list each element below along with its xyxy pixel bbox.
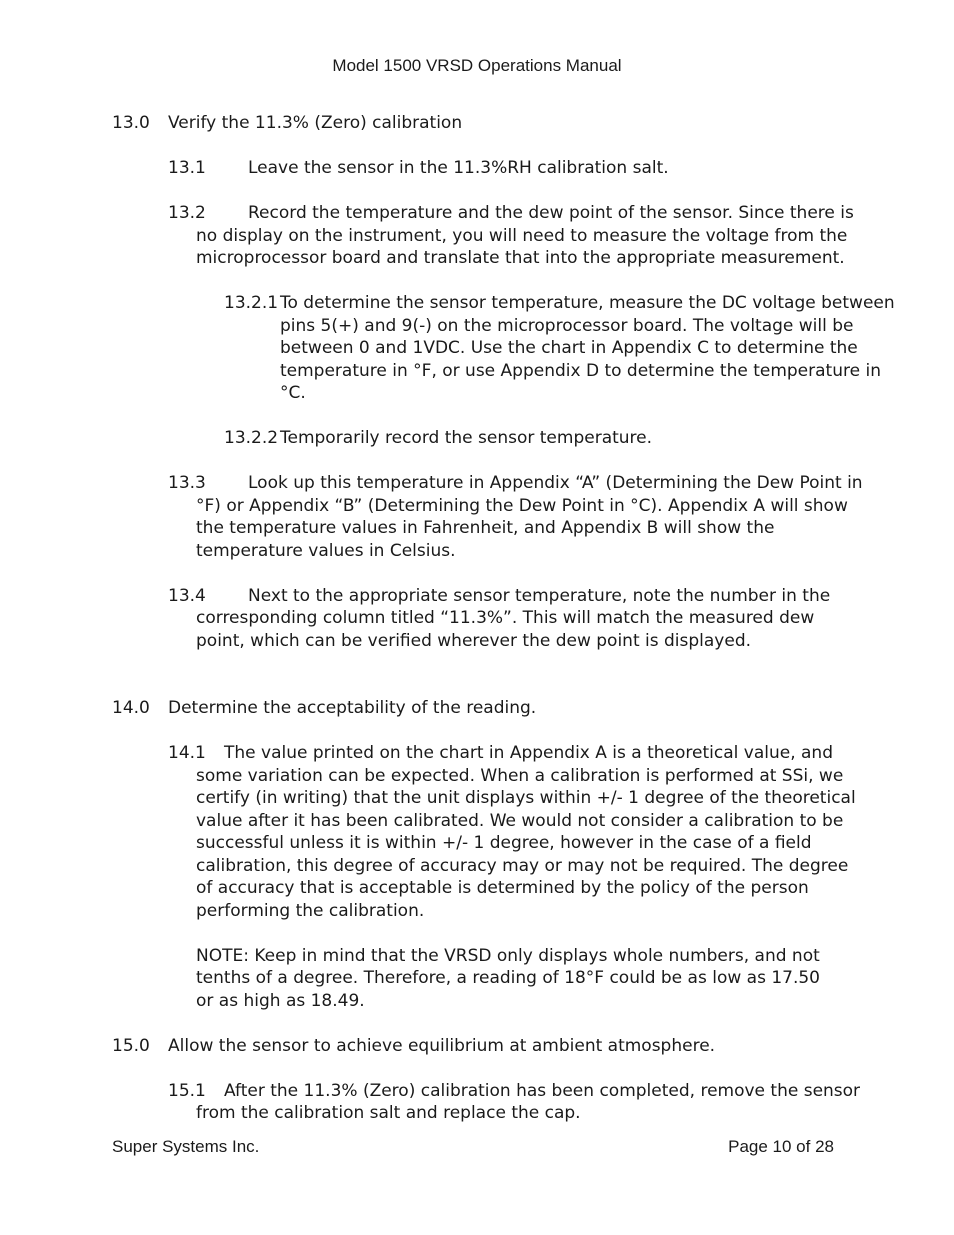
- section-number: 13.0: [112, 113, 150, 133]
- section-title: Determine the acceptability of the reading.: [168, 698, 537, 718]
- step-text: The value printed on the chart in Appendix A is a theoretical value, and some variation can be expected. When a calibration is performed at SSi, we certify (in writing) that the unit displays within +/- 1 degree of the theoretical value after it has been calibrated. We would not consider a calibration to be successful unless it is within +/- 1 degree, however in the case of a field calibration, this degree of accuracy may or may not be required. The degree of accuracy that is acceptable is determined by the policy of the person performing the calibration.: [196, 743, 856, 921]
- section-title: Verify the 11.3% (Zero) calibration: [168, 113, 463, 133]
- step-text: Next to the appropriate sensor temperature, note the number in the corresponding column titled “11.3%”. This will match the measured dew point, which can be verified wherever the dew point is displayed.: [196, 585, 831, 651]
- page-header: Model 1500 VRSD Operations Manual: [332, 56, 622, 75]
- step-number: 13.1: [168, 158, 206, 178]
- section-number: 15.0: [112, 1035, 150, 1056]
- step-13-1: [168, 157, 840, 180]
- step-number: 13.3: [168, 473, 206, 493]
- step-13-2-1: [224, 292, 896, 405]
- step-number: 13.4: [168, 585, 206, 606]
- step-number: 13.2.1: [224, 293, 279, 313]
- section-13: [112, 112, 842, 135]
- step-number: 15.1: [168, 1080, 206, 1101]
- section-title: Allow the sensor to achieve equilibrium at ambient atmosphere.: [168, 1035, 716, 1056]
- step-text: Temporarily record the sensor temperature.: [280, 428, 653, 448]
- section-15: [112, 1035, 842, 1058]
- section-number: 14.0: [112, 698, 150, 718]
- step-text: To determine the sensor temperature, measure the DC voltage between pins 5(+) and 9(-) on the microprocessor board. The voltage will be between 0 and 1VDC. Use the chart in Appendix C to determine the temperature in °F, or use Appendix D to determine the temperature in °C.: [280, 293, 895, 403]
- step-text: Leave the sensor in the 11.3%RH calibration salt.: [248, 158, 669, 178]
- step-text: Record the temperature and the dew point of the sensor. Since there is no display on the instrument, you will need to measure the voltage from the microprocessor board and translate that into the appropriate measurement.: [196, 203, 854, 268]
- step-13-3: [168, 472, 868, 562]
- step-number: 14.1: [168, 743, 206, 763]
- section-14: [112, 697, 842, 720]
- step-13-2-2: [224, 427, 896, 450]
- step-text: Look up this temperature in Appendix “A” (Determining the Dew Point in °F) or Appendix “B” (Determining the Dew Point in °C). Appendix A will show the temperature values in Fahrenheit, and Appendix B will show the temperature values in Celsius.: [196, 473, 863, 561]
- step-14-1: [168, 742, 868, 922]
- step-15-1: [168, 1080, 868, 1125]
- note-paragraph: NOTE: Keep in mind that the VRSD only displays whole numbers, and not tenths of a degree. Therefore, a reading of 18°F could be as low as 17.50 or as high as 18.49.: [196, 945, 821, 1011]
- footer-company: Super Systems Inc.: [112, 1137, 260, 1156]
- document-body: [0, 112, 954, 1125]
- step-number: 13.2: [168, 203, 206, 223]
- step-number: 13.2.2: [224, 428, 279, 448]
- footer-page-number: Page 10 of 28: [728, 1137, 834, 1156]
- step-13-2: [168, 202, 868, 270]
- step-13-4: [168, 585, 868, 653]
- step-text: After the 11.3% (Zero) calibration has been completed, remove the sensor from the calibration salt and replace the cap.: [196, 1080, 861, 1123]
